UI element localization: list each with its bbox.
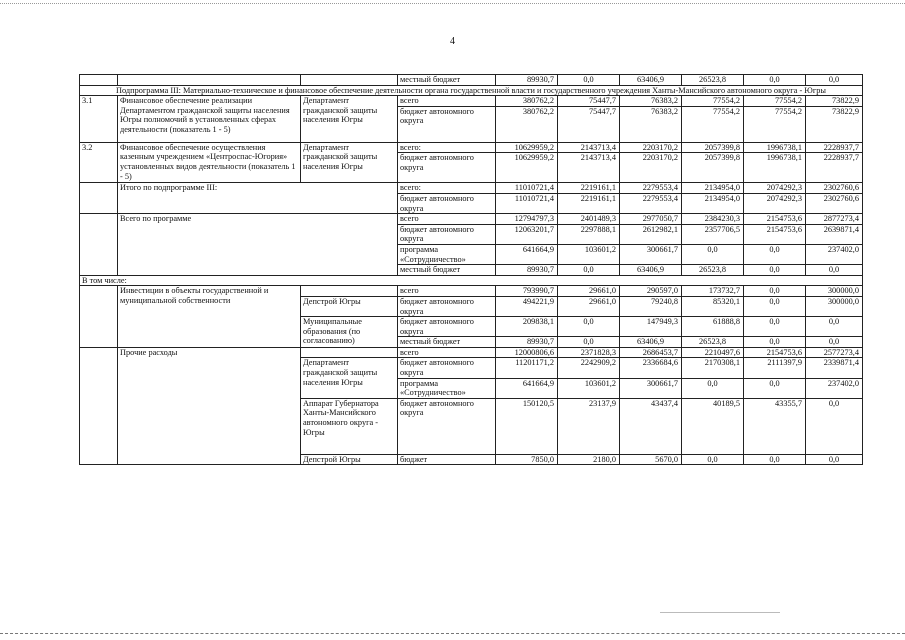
scan-artifact-line: [660, 612, 780, 613]
table-cell: 237402,0: [806, 244, 863, 264]
table-cell: бюджет автономного округа: [398, 153, 496, 183]
table-cell: 73822,9: [806, 96, 863, 107]
table-cell: 40189,5: [682, 398, 744, 454]
table-cell: 2336684,6: [620, 358, 682, 378]
table-cell: бюджет автономного округа: [398, 358, 496, 378]
table-cell: 173732,7: [682, 286, 744, 297]
table-cell: 380762,2: [496, 106, 558, 142]
table-cell: местный бюджет: [398, 337, 496, 348]
table-cell: 63406,9: [620, 337, 682, 348]
table-cell: 0,0: [682, 378, 744, 398]
table-cell: бюджет автономного округа: [398, 317, 496, 337]
table-cell: 209838,1: [496, 317, 558, 337]
table-cell: 2057399,8: [682, 153, 744, 183]
table-cell: 0,0: [744, 286, 806, 297]
table-cell: 147949,3: [620, 317, 682, 337]
table-cell: 3.1: [80, 96, 118, 143]
scan-edge-bottom: [0, 633, 905, 635]
table-cell: бюджет автономного округа: [398, 106, 496, 142]
table-cell: 0,0: [806, 337, 863, 348]
table-cell: 0,0: [744, 337, 806, 348]
table-cell: местный бюджет: [398, 265, 496, 276]
table-cell: 300661,7: [620, 244, 682, 264]
table-row: [80, 75, 863, 86]
table-cell: [118, 75, 301, 86]
table-cell: 12063201,7: [496, 224, 558, 244]
table-cell: 2111397,9: [744, 358, 806, 378]
table-cell: местный бюджет: [398, 75, 496, 86]
table-cell: 2639871,4: [806, 224, 863, 244]
program-finance-table: [79, 74, 863, 465]
table-cell: 0,0: [558, 265, 620, 276]
table-cell: 2371828,3: [558, 347, 620, 358]
table-cell: 2577273,4: [806, 347, 863, 358]
table-cell: Прочие расходы: [118, 347, 301, 465]
table-cell: 2877273,4: [806, 214, 863, 225]
table-cell: 7850,0: [496, 454, 558, 465]
table-cell: 85320,1: [682, 296, 744, 316]
table-cell: 0,0: [744, 378, 806, 398]
table-cell: 23137,9: [558, 398, 620, 454]
table-cell: 2154753,6: [744, 347, 806, 358]
table-cell: 1996738,1: [744, 153, 806, 183]
table-cell: [301, 347, 398, 358]
table-cell: 11010721,4: [496, 193, 558, 213]
table-cell: 300000,0: [806, 296, 863, 316]
table-cell: Депстрой Югры: [301, 296, 398, 316]
table-cell: 641664,9: [496, 378, 558, 398]
table-cell: 793990,7: [496, 286, 558, 297]
table-cell: Финансовое обеспечение осуществления казенным учреждением «Центроспас-Югория» установленных видов деятельности (показатель 1 - 5): [118, 142, 301, 183]
table-cell: программа «Сотрудничество»: [398, 378, 496, 398]
table-cell: 150120,5: [496, 398, 558, 454]
table-cell: 79240,8: [620, 296, 682, 316]
table-cell: 0,0: [558, 337, 620, 348]
table-cell: Итого по подпрограмме III:: [118, 183, 398, 214]
table-cell: 26523,8: [682, 265, 744, 276]
table-cell: 103601,2: [558, 378, 620, 398]
table-cell: 2143713,4: [558, 153, 620, 183]
table-cell: 77554,2: [744, 106, 806, 142]
table-cell: 380762,2: [496, 96, 558, 107]
table-cell: 2242909,2: [558, 358, 620, 378]
table-cell: 2074292,3: [744, 183, 806, 194]
table-cell: 2154753,6: [744, 214, 806, 225]
table-row: [80, 275, 863, 286]
table-row: [80, 183, 863, 194]
table-cell: 89930,7: [496, 337, 558, 348]
table-cell: 63406,9: [620, 265, 682, 276]
table-cell: 2134954,0: [682, 183, 744, 194]
table-cell: 11010721,4: [496, 183, 558, 194]
table-cell: бюджет автономного округа: [398, 398, 496, 454]
table-cell: всего: [398, 96, 496, 107]
table-cell: [80, 286, 118, 348]
table-cell: 1996738,1: [744, 142, 806, 153]
table-cell: [80, 214, 118, 276]
table-cell: 61888,8: [682, 317, 744, 337]
table-cell: 2180,0: [558, 454, 620, 465]
table-cell: 237402,0: [806, 378, 863, 398]
table-cell: 0,0: [744, 296, 806, 316]
table-cell: 2612982,1: [620, 224, 682, 244]
table-cell: 29661,0: [558, 286, 620, 297]
page-number: 4: [450, 36, 455, 47]
table-cell: 3.2: [80, 142, 118, 183]
table-cell: 77554,2: [744, 96, 806, 107]
table-cell: Департамент гражданской защиты населения Югры: [301, 358, 398, 398]
table-cell: 0,0: [806, 75, 863, 86]
table-cell: 29661,0: [558, 296, 620, 316]
table-cell: 0,0: [744, 265, 806, 276]
table-cell: Депстрой Югры: [301, 454, 398, 465]
table-cell: 10629959,2: [496, 142, 558, 153]
table-cell: [301, 286, 398, 297]
table-cell: 2143713,4: [558, 142, 620, 153]
table-cell: всего: [398, 214, 496, 225]
table-cell: 0,0: [558, 75, 620, 86]
table-cell: 2170308,1: [682, 358, 744, 378]
table-cell: 73822,9: [806, 106, 863, 142]
table-row: [80, 96, 863, 107]
table-cell: 0,0: [744, 317, 806, 337]
table-cell: 77554,2: [682, 96, 744, 107]
table-cell: Муниципальные образования (по согласованию): [301, 317, 398, 348]
table-cell: Всего по программе: [118, 214, 398, 276]
table-cell: Департамент гражданской защиты населения Югры: [301, 142, 398, 183]
table-cell: 300661,7: [620, 378, 682, 398]
table-cell: 2279553,4: [620, 183, 682, 194]
table-cell: 0,0: [806, 454, 863, 465]
section-label: В том числе:: [80, 275, 863, 286]
table-cell: 76383,2: [620, 96, 682, 107]
table-cell: всего: [398, 286, 496, 297]
table-cell: 12000806,6: [496, 347, 558, 358]
table-cell: 77554,2: [682, 106, 744, 142]
table-cell: 2057399,8: [682, 142, 744, 153]
table-cell: 494221,9: [496, 296, 558, 316]
table-cell: 2228937,7: [806, 153, 863, 183]
table-cell: программа «Сотрудничество»: [398, 244, 496, 264]
table-cell: 2074292,3: [744, 193, 806, 213]
table-cell: 2357706,5: [682, 224, 744, 244]
table-cell: 2686453,7: [620, 347, 682, 358]
table-cell: 43355,7: [744, 398, 806, 454]
table-cell: 75447,7: [558, 106, 620, 142]
table-cell: 290597,0: [620, 286, 682, 297]
table-cell: 63406,9: [620, 75, 682, 86]
table-row: [80, 214, 863, 225]
table-cell: бюджет автономного округа: [398, 193, 496, 213]
table-cell: бюджет: [398, 454, 496, 465]
table-cell: 75447,7: [558, 96, 620, 107]
table-cell: 0,0: [682, 454, 744, 465]
table-row: [80, 85, 863, 96]
table-cell: 89930,7: [496, 75, 558, 86]
table-row: [80, 142, 863, 153]
table-cell: 2339871,4: [806, 358, 863, 378]
table-cell: 2203170,2: [620, 142, 682, 153]
table-cell: бюджет автономного округа: [398, 224, 496, 244]
table-cell: 2210497,6: [682, 347, 744, 358]
table-cell: 5670,0: [620, 454, 682, 465]
table-cell: 76383,2: [620, 106, 682, 142]
table-row: [80, 286, 863, 297]
table-cell: 300000,0: [806, 286, 863, 297]
table-cell: 0,0: [744, 244, 806, 264]
table-cell: Инвестиции в объекты государственной и муниципальной собственности: [118, 286, 301, 348]
table-cell: 26523,8: [682, 75, 744, 86]
table-cell: 2279553,4: [620, 193, 682, 213]
table-cell: Аппарат Губернатора Ханты-Мансийского автономного округа - Югры: [301, 398, 398, 454]
table-cell: Финансовое обеспечение реализации Департаментом гражданской защиты населения Югры полномочий в установленных сферах деятельности (показатель 1 - 5): [118, 96, 301, 143]
table-cell: 2228937,7: [806, 142, 863, 153]
table-cell: 0,0: [806, 398, 863, 454]
table-cell: Департамент гражданской защиты населения Югры: [301, 96, 398, 143]
table-cell: 2384230,3: [682, 214, 744, 225]
table-cell: 2977050,7: [620, 214, 682, 225]
table-cell: 2203170,2: [620, 153, 682, 183]
table-cell: 641664,9: [496, 244, 558, 264]
table-cell: всего:: [398, 142, 496, 153]
table-cell: бюджет автономного округа: [398, 296, 496, 316]
table-cell: 0,0: [806, 265, 863, 276]
table-cell: 43437,4: [620, 398, 682, 454]
table-cell: 0,0: [744, 75, 806, 86]
table-cell: 2219161,1: [558, 183, 620, 194]
table-cell: 2134954,0: [682, 193, 744, 213]
scan-edge-top: [0, 3, 905, 5]
table-cell: [80, 347, 118, 465]
table-cell: 103601,2: [558, 244, 620, 264]
table-cell: 2401489,3: [558, 214, 620, 225]
table-cell: 0,0: [744, 454, 806, 465]
table-cell: 2302760,6: [806, 193, 863, 213]
table-cell: всего:: [398, 183, 496, 194]
table-cell: всего: [398, 347, 496, 358]
table-cell: 0,0: [806, 317, 863, 337]
table-cell: 26523,8: [682, 337, 744, 348]
table-cell: 10629959,2: [496, 153, 558, 183]
table-cell: 2302760,6: [806, 183, 863, 194]
table-cell: 11201171,2: [496, 358, 558, 378]
table-cell: [80, 75, 118, 86]
table-cell: 2219161,1: [558, 193, 620, 213]
table-cell: 2154753,6: [744, 224, 806, 244]
table-cell: [80, 183, 118, 214]
subprogram-title: Подпрограмма III: Материально-техническое и финансовое обеспечение деятельности органа государственной власти и государственного учреждения Ханты-Мансийского автономного округа - Югры: [80, 85, 863, 96]
table-cell: 0,0: [558, 317, 620, 337]
table-row: [80, 347, 863, 358]
table-cell: [301, 75, 398, 86]
table-cell: 2297888,1: [558, 224, 620, 244]
table-cell: 0,0: [682, 244, 744, 264]
table-cell: 89930,7: [496, 265, 558, 276]
table-cell: 12794797,3: [496, 214, 558, 225]
